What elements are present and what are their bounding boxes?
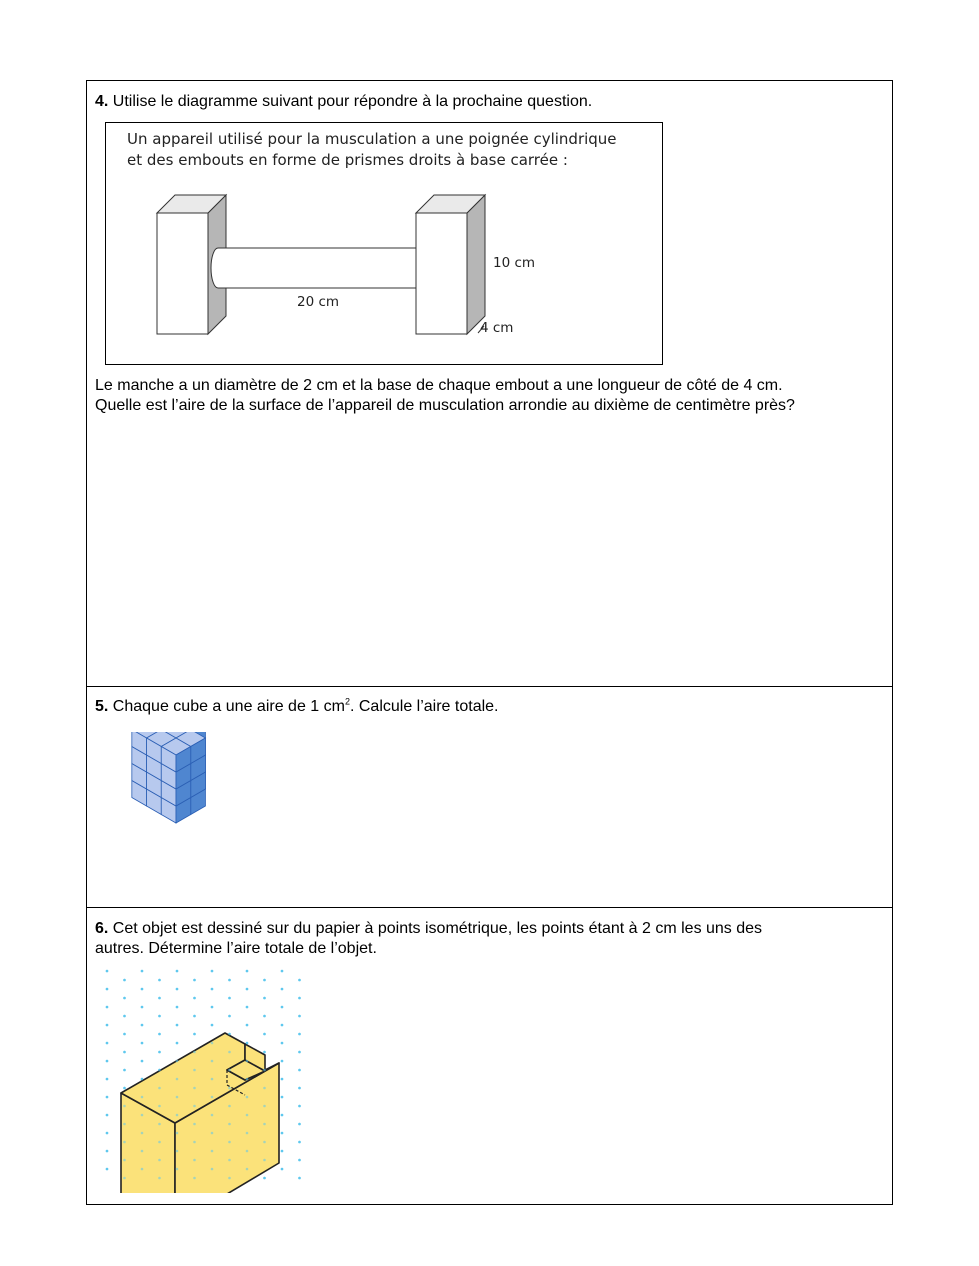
grid-dot xyxy=(281,1132,284,1135)
grid-dot xyxy=(211,1060,214,1063)
grid-dot xyxy=(228,1123,231,1126)
grid-dot xyxy=(106,1132,109,1135)
grid-dot xyxy=(246,1168,249,1171)
grid-dot xyxy=(176,1078,179,1081)
grid-dot xyxy=(263,1051,266,1054)
question-text: Chaque cube a une aire de 1 cm xyxy=(112,698,345,715)
grid-dot xyxy=(263,1105,266,1108)
grid-dot xyxy=(246,1114,249,1117)
grid-dot xyxy=(106,1096,109,1099)
right-endcap xyxy=(416,195,485,334)
details-line-1: Le manche a un diamètre de 2 cm et la base de chaque embout a une longueur de côté de 4 cm. xyxy=(95,377,783,394)
grid-dot xyxy=(263,1069,266,1072)
grid-dot xyxy=(211,1096,214,1099)
question-number: 6. xyxy=(95,920,109,937)
grid-dot xyxy=(123,1087,126,1090)
grid-dot xyxy=(298,1087,301,1090)
grid-dot xyxy=(246,1060,249,1063)
grid-dot xyxy=(281,1078,284,1081)
cylinder-handle xyxy=(211,248,416,288)
grid-dot xyxy=(263,1177,266,1180)
grid-dot xyxy=(176,1024,179,1027)
grid-dot xyxy=(211,1114,214,1117)
grid-dot xyxy=(211,1078,214,1081)
grid-dot xyxy=(106,988,109,991)
worksheet-table xyxy=(86,80,893,1205)
question-6-cell xyxy=(87,908,892,1204)
grid-dot xyxy=(176,1042,179,1045)
grid-dot xyxy=(158,1087,161,1090)
grid-dot xyxy=(158,1123,161,1126)
grid-dot xyxy=(298,1177,301,1180)
grid-dot xyxy=(176,1114,179,1117)
grid-dot xyxy=(281,1024,284,1027)
question-5-cell xyxy=(87,687,892,908)
grid-dot xyxy=(193,1123,196,1126)
question-4-cell xyxy=(87,81,892,687)
isometric-object-figure xyxy=(97,963,307,1193)
grid-dot xyxy=(193,1051,196,1054)
dumbbell-figure xyxy=(105,122,663,365)
grid-dot xyxy=(298,1123,301,1126)
grid-dot xyxy=(211,970,214,973)
grid-dot xyxy=(263,997,266,1000)
grid-dot xyxy=(158,1033,161,1036)
grid-dot xyxy=(246,1132,249,1135)
grid-dot xyxy=(106,1078,109,1081)
grid-dot xyxy=(123,997,126,1000)
grid-dot xyxy=(193,1159,196,1162)
grid-dot xyxy=(211,1024,214,1027)
grid-dot xyxy=(106,1168,109,1171)
grid-dot xyxy=(298,1033,301,1036)
caption-line-2: et des embouts en forme de prismes droits à base carrée : xyxy=(127,151,568,169)
details-line-2: Quelle est l’aire de la surface de l’appareil de musculation arrondie au dixième de centimètre près? xyxy=(95,397,795,414)
grid-dot xyxy=(298,1159,301,1162)
question-4-prompt xyxy=(95,92,592,112)
grid-dot xyxy=(123,1177,126,1180)
caption-line-1: Un appareil utilisé pour la musculation a une poignée cylindrique xyxy=(127,130,617,148)
grid-dot xyxy=(228,1105,231,1108)
grid-dot xyxy=(263,979,266,982)
length-label: 20 cm xyxy=(297,294,340,310)
grid-dot xyxy=(123,1159,126,1162)
grid-dot xyxy=(228,1087,231,1090)
grid-dot xyxy=(281,988,284,991)
question-6-prompt xyxy=(95,919,762,959)
grid-dot xyxy=(228,979,231,982)
grid-dot xyxy=(176,970,179,973)
grid-dot xyxy=(211,1150,214,1153)
grid-dot xyxy=(263,1141,266,1144)
grid-dot xyxy=(246,970,249,973)
grid-dot xyxy=(141,1168,144,1171)
grid-dot xyxy=(281,1042,284,1045)
grid-dot xyxy=(246,1150,249,1153)
question-number: 5. xyxy=(95,698,109,715)
grid-dot xyxy=(176,1168,179,1171)
grid-dot xyxy=(246,1006,249,1009)
grid-dot xyxy=(193,1087,196,1090)
grid-dot xyxy=(193,1141,196,1144)
grid-dot xyxy=(298,1069,301,1072)
grid-dot xyxy=(211,1168,214,1171)
grid-dot xyxy=(106,1150,109,1153)
exponent: 2 xyxy=(344,696,350,707)
grid-dot xyxy=(246,1078,249,1081)
grid-dot xyxy=(141,1150,144,1153)
grid-dot xyxy=(281,1168,284,1171)
grid-dot xyxy=(298,979,301,982)
dumbbell-drawing xyxy=(106,123,662,364)
grid-dot xyxy=(141,1060,144,1063)
grid-dot xyxy=(123,1105,126,1108)
grid-dot xyxy=(193,997,196,1000)
grid-dot xyxy=(106,1060,109,1063)
grid-dot xyxy=(298,1141,301,1144)
height-label: 10 cm xyxy=(493,255,536,271)
grid-dot xyxy=(106,1042,109,1045)
grid-dot xyxy=(141,1078,144,1081)
grid-dot xyxy=(141,1042,144,1045)
grid-dot xyxy=(158,997,161,1000)
grid-dot xyxy=(158,979,161,982)
grid-dot xyxy=(281,970,284,973)
grid-dot xyxy=(281,1096,284,1099)
grid-dot xyxy=(228,1069,231,1072)
grid-dot xyxy=(106,1006,109,1009)
grid-dot xyxy=(211,988,214,991)
grid-dot xyxy=(228,1015,231,1018)
grid-dot xyxy=(228,1177,231,1180)
grid-dot xyxy=(228,1033,231,1036)
question-5-prompt xyxy=(95,697,498,717)
grid-dot xyxy=(193,1015,196,1018)
grid-dot xyxy=(298,1105,301,1108)
grid-dot xyxy=(141,970,144,973)
side-label: 4 cm xyxy=(480,320,514,336)
grid-dot xyxy=(246,1096,249,1099)
grid-dot xyxy=(106,970,109,973)
grid-dot xyxy=(158,1177,161,1180)
grid-dot xyxy=(228,1051,231,1054)
grid-dot xyxy=(246,1024,249,1027)
grid-dot xyxy=(193,1069,196,1072)
grid-dot xyxy=(211,1006,214,1009)
grid-dot xyxy=(176,988,179,991)
grid-dot xyxy=(158,1159,161,1162)
grid-dot xyxy=(228,997,231,1000)
grid-dot xyxy=(281,1150,284,1153)
grid-dot xyxy=(263,1087,266,1090)
grid-dot xyxy=(141,1132,144,1135)
grid-dot xyxy=(263,1159,266,1162)
grid-dot xyxy=(298,1015,301,1018)
grid-dot xyxy=(176,1060,179,1063)
question-4-details xyxy=(95,376,795,416)
grid-dot xyxy=(176,1006,179,1009)
grid-dot xyxy=(158,1051,161,1054)
grid-dot xyxy=(281,1006,284,1009)
yellow-prism xyxy=(106,970,301,1193)
grid-dot xyxy=(228,1141,231,1144)
grid-dot xyxy=(141,988,144,991)
grid-dot xyxy=(281,1114,284,1117)
grid-dot xyxy=(246,1042,249,1045)
grid-dot xyxy=(281,1060,284,1063)
grid-dot xyxy=(211,1132,214,1135)
grid-dot xyxy=(193,979,196,982)
question-text-end: . Calcule l’aire totale. xyxy=(349,698,499,715)
grid-dot xyxy=(298,1051,301,1054)
grid-dot xyxy=(106,1024,109,1027)
grid-dot xyxy=(158,1141,161,1144)
grid-dot xyxy=(123,1123,126,1126)
question-text: Cet objet est dessiné sur du papier à points isométrique, les points étant à 2 cm les uns des xyxy=(112,920,763,937)
grid-dot xyxy=(123,1051,126,1054)
grid-dot xyxy=(193,1105,196,1108)
grid-dot xyxy=(123,1141,126,1144)
grid-dot xyxy=(141,1006,144,1009)
grid-dot xyxy=(176,1150,179,1153)
grid-dot xyxy=(123,1015,126,1018)
grid-dot xyxy=(176,1132,179,1135)
grid-dot xyxy=(106,1114,109,1117)
grid-dot xyxy=(158,1105,161,1108)
grid-dot xyxy=(158,1069,161,1072)
question-number: 4. xyxy=(95,93,109,110)
grid-dot xyxy=(246,988,249,991)
grid-dot xyxy=(141,1114,144,1117)
question-text-line-2: autres. Détermine l’aire totale de l’objet. xyxy=(95,940,377,957)
grid-dot xyxy=(193,1033,196,1036)
grid-dot xyxy=(193,1177,196,1180)
grid-dot xyxy=(123,1033,126,1036)
grid-dot xyxy=(211,1042,214,1045)
grid-dot xyxy=(123,979,126,982)
cube-stack-figure xyxy=(101,732,251,902)
grid-dot xyxy=(228,1159,231,1162)
grid-dot xyxy=(158,1015,161,1018)
grid-dot xyxy=(141,1024,144,1027)
question-text: Utilise le diagramme suivant pour répondre à la prochaine question. xyxy=(112,93,593,110)
grid-dot xyxy=(141,1096,144,1099)
grid-dot xyxy=(123,1069,126,1072)
grid-dot xyxy=(176,1096,179,1099)
grid-dot xyxy=(263,1015,266,1018)
grid-dot xyxy=(263,1123,266,1126)
grid-dot xyxy=(298,997,301,1000)
grid-dot xyxy=(263,1033,266,1036)
